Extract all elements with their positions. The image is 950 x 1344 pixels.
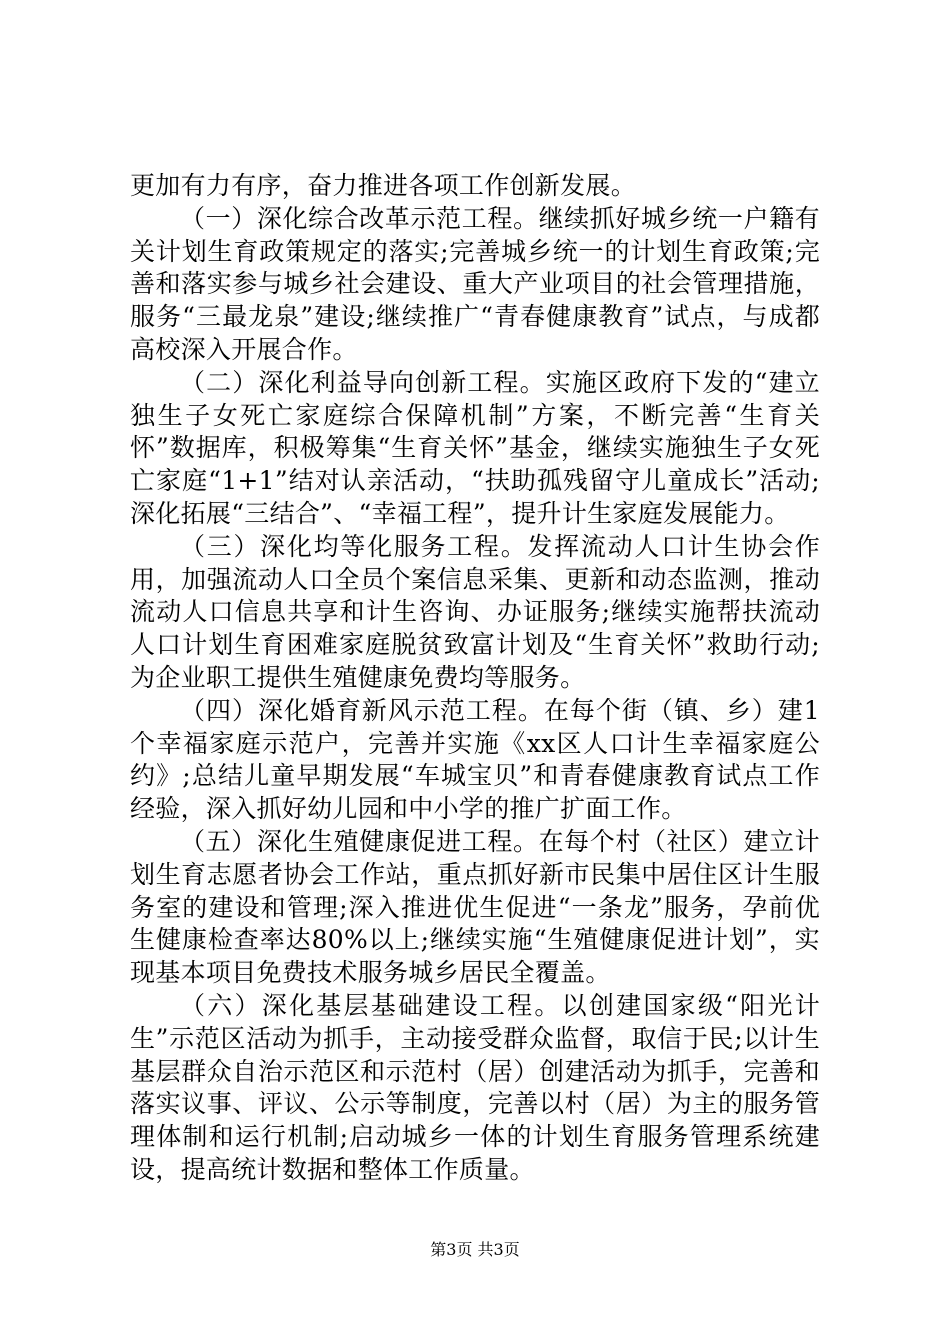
paragraph-continuation: 更加有力有序，奋力推进各项工作创新发展。 [130,171,637,200]
page-footer: 第3页 共3页 [430,1240,520,1259]
paragraph-section-1: （一）深化综合改革示范工程。继续抓好城乡统一户籍有关计划生育政策规定的落实;完善城乡统一的计划生育政策;完善和落实参与城乡社会建设、重大产业项目的社会管理措施，服务“三最龙泉”建设;继续推广“青春健康教育”试点，与成都高校深入开展合作。 [130,203,820,364]
paragraph-section-3: （三）深化均等化服务工程。发挥流动人口计生协会作用，加强流动人口全员个案信息采集、更新和动态监测，推动流动人口信息共享和计生咨询、办证服务;继续实施帮扶流动人口计划生育困难家庭脱贫致富计划及“生育关怀”救助行动;为企业职工提供生殖健康免费均等服务。 [130,531,820,692]
paragraph-section-5: （五）深化生殖健康促进工程。在每个村（社区）建立计划生育志愿者协会工作站，重点抓好新市民集中居住区计生服务室的建设和管理;深入推进优生促进“一条龙”服务，孕前优生健康检查率达80%以上;继续实施“生殖健康促进计划”，实现基本项目免费技术服务城乡居民全覆盖。 [130,826,820,988]
paragraph-section-2: （二）深化利益导向创新工程。实施区政府下发的“建立独生子女死亡家庭综合保障机制”方案，不断完善“生育关怀”数据库，积极筹集“生育关怀”基金，继续实施独生子女死亡家庭“1+1”结对认亲活动，“扶助孤残留守儿童成长”活动;深化拓展“三结合”、“幸福工程”，提升计生家庭发展能力。 [130,367,820,528]
document-body [130,170,820,1187]
paragraph-section-4: （四）深化婚育新风示范工程。在每个街（镇、乡）建1个幸福家庭示范户，完善并实施《xx区人口计生幸福家庭公约》;总结儿童早期发展“车城宝贝”和青春健康教育试点工作经验，深入抓好幼儿园和中小学的推广扩面工作。 [130,695,820,824]
paragraph-section-6: （六）深化基层基础建设工程。以创建国家级“阳光计生”示范区活动为抓手，主动接受群众监督，取信于民;以计生基层群众自治示范区和示范村（居）创建活动为抓手，完善和落实议事、评议、公示等制度，完善以村（居）为主的服务管理体制和运行机制;启动城乡一体的计划生育服务管理系统建设，提高统计数据和整体工作质量。 [130,990,820,1184]
